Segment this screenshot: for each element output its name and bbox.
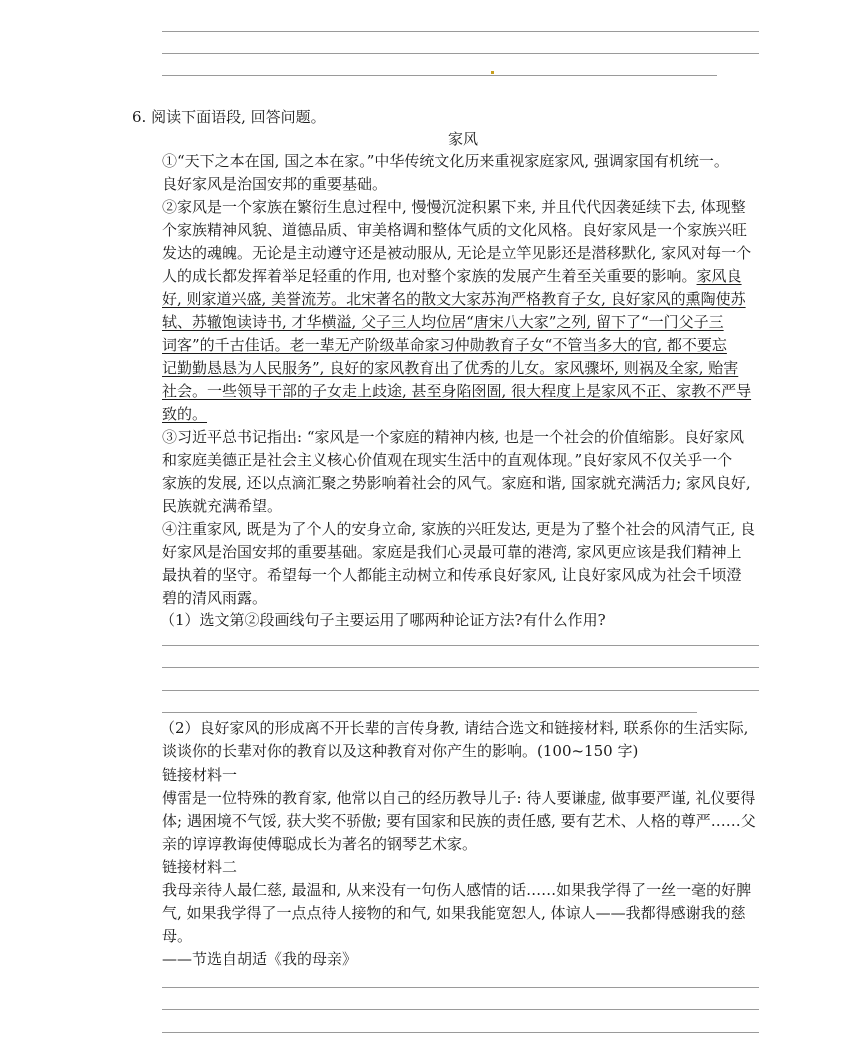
answer-line[interactable] [162, 712, 697, 713]
ink-dot [491, 71, 494, 74]
underlined-sentence: 记勤勤恳恳为人民服务”, 良好的家风教育出了优秀的儿女。家风骤坏, 则祸及全家, 贻害 [162, 359, 739, 377]
passage-line [162, 265, 742, 288]
underlined-sentence: 社会。一些领导干部的子女走上歧途, 甚至身陷囹圄, 很大程度上是家风不正、家教不严导 [162, 382, 752, 400]
passage-line: 好家风是治国安邦的重要基础。家庭是我们心灵最可靠的港湾, 家风更应该是我们精神上 [162, 543, 742, 561]
underlined-sentence: 词客”的千古佳话。老一辈无产阶级革命家习仲勋教育子女“不管当多大的官, 都不要忘 [162, 336, 727, 354]
passage-line: 最执着的坚守。希望每一个人都能主动树立和传承良好家风, 让良好家风成为社会千顷澄 [162, 566, 742, 584]
material-heading: 链接材料二 [162, 858, 238, 876]
subquestion-2: 谈谈你的长辈对你的教育以及这种教育对你产生的影响。(100~150 字) [162, 742, 639, 760]
passage-line: 家族的发展, 还以点滴汇聚之势影响着社会的风气。家庭和谐, 国家就充满活力; 家风良好, [162, 474, 751, 492]
underlined-sentence: 轼、苏辙饱读诗书, 才华横溢, 父子三人均位居“唐宋八大家”之列, 留下了“一门父子三 [162, 313, 724, 331]
passage-line: 发达的魂魄。无论是主动遵守还是被动服从, 无论是立竿见影还是潜移默化, 家风对每一个 [162, 244, 752, 262]
passage-title: 家风 [448, 130, 479, 148]
answer-line [162, 75, 717, 76]
passage-line: 碧的清风雨露。 [162, 589, 268, 607]
subquestion-2: （2）良好家风的形成离不开长辈的言传身教, 请结合选文和链接材料, 联系你的生活实际, [160, 719, 749, 737]
material-line: 体; 遇困境不气馁, 获大奖不骄傲; 要有国家和民族的责任感, 要有艺术、人格的尊严……父 [162, 812, 756, 830]
passage-line: 和家庭美德正是社会主义核心价值观在现实生活中的直观体现。”良好家风不仅关乎一个 [162, 451, 733, 469]
material-heading: 链接材料一 [162, 766, 238, 784]
material-line: 我母亲待人最仁慈, 最温和, 从来没有一句伤人感情的话……如果我学得了一丝一毫的好脾 [162, 881, 752, 899]
underlined-sentence: 家风良 [696, 267, 742, 285]
answer-line[interactable] [162, 645, 759, 646]
question-number: 6. 阅读下面语段, 回答问题。 [132, 108, 326, 126]
answer-line[interactable] [162, 1032, 759, 1033]
answer-line[interactable] [162, 1009, 759, 1010]
answer-line[interactable] [162, 667, 759, 668]
passage-line: ④注重家风, 既是为了个人的安身立命, 家族的兴旺发达, 更是为了整个社会的风清气正, 良 [162, 520, 756, 538]
material-line: 傅雷是一位特殊的教育家, 他常以自己的经历教导儿子: 待人要谦虚, 做事要严谨, 礼仪要得 [162, 789, 756, 807]
material-line: 母。 [162, 927, 193, 945]
answer-line[interactable] [162, 987, 759, 988]
material-source: ——节选自胡适《我的母亲》 [162, 950, 358, 968]
answer-line[interactable] [162, 690, 759, 691]
passage-text: 人的成长都发挥着举足轻重的作用, 也对整个家族的发展产生着至关重要的影响。 [162, 267, 697, 285]
material-line: 亲的谆谆教诲使傅聪成长为著名的钢琴艺术家。 [162, 835, 478, 853]
answer-line [162, 31, 759, 32]
passage-line: 个家族精神风貌、道德品质、审美格调和整体气质的文化风格。良好家风是一个家族兴旺 [162, 221, 748, 239]
subquestion-1: （1）选文第②段画线句子主要运用了哪两种论证方法?有什么作用? [160, 611, 606, 629]
passage-line: 民族就充满希望。 [162, 497, 283, 515]
answer-line [162, 53, 759, 54]
underlined-sentence: 致的。 [162, 405, 208, 423]
passage-line: 良好家风是治国安邦的重要基础。 [162, 175, 388, 193]
passage-line: ③习近平总书记指出: “家风是一个家庭的精神内核, 也是一个社会的价值缩影。良好家风 [162, 428, 745, 446]
underlined-sentence: 好, 则家道兴盛, 美誉流芳。北宋著名的散文大家苏洵严格教育子女, 良好家风的熏陶使苏 [162, 290, 746, 308]
passage-line: ②家风是一个家族在繁衍生息过程中, 慢慢沉淀积累下来, 并且代代因袭延续下去, 体现整 [162, 198, 746, 216]
material-line: 气, 如果我学得了一点点待人接物的和气, 如果我能宽恕人, 体谅人——我都得感谢我的慈 [162, 904, 746, 922]
passage-line: ①“天下之本在国, 国之本在家。”中华传统文化历来重视家庭家风, 强调家国有机统一。 [162, 152, 729, 170]
